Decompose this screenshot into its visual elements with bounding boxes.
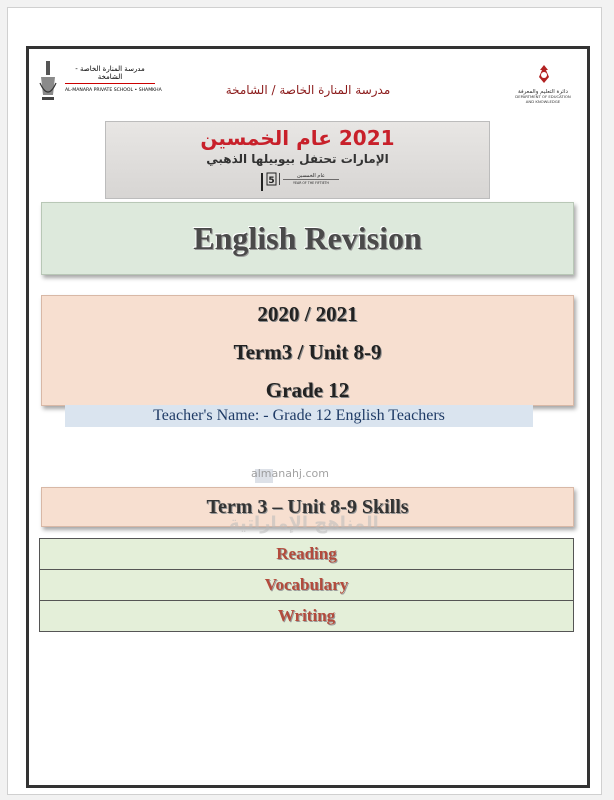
adek-label-en-2: AND KNOWLEDGE	[525, 98, 561, 104]
skill-reading: Reading	[40, 539, 574, 570]
adek-label-ar: دائرة التعليم والمعرفة	[518, 89, 568, 95]
school-title-ar: مدرسة المنارة الخاصة / الشامخة	[225, 83, 391, 97]
skills-table	[39, 538, 574, 632]
year-of-fiftieth-logo	[261, 169, 341, 193]
title-box	[41, 202, 574, 275]
yof-logo-ar: عام الخمسين	[297, 173, 325, 179]
adek-label	[503, 89, 583, 104]
skill-vocabulary: Vocabulary	[40, 570, 574, 601]
table-row	[40, 601, 574, 632]
banner-title: 2021 عام الخمسين	[200, 126, 395, 150]
banner-subtitle: الإمارات تحتفل بيوبيلها الذهبي	[206, 152, 389, 166]
document-page	[7, 7, 602, 795]
falcon-emblem-icon	[533, 63, 555, 85]
yof-logo-en: YEAR OF THE FIFTIETH	[293, 181, 329, 185]
info-box	[41, 295, 574, 406]
teacher-name-line: Teacher's Name: - Grade 12 English Teachers	[65, 405, 533, 427]
skills-heading: Term 3 – Unit 8-9 Skills	[206, 495, 409, 518]
watermark-site: almanahj.com	[251, 467, 329, 480]
document-title: English Revision	[193, 220, 422, 256]
watermark-ar: المناهج الإماراتية	[229, 513, 379, 534]
term-unit: Term3 / Unit 8-9	[233, 340, 382, 364]
year-of-fiftieth-banner	[105, 121, 490, 199]
table-row	[40, 539, 574, 570]
adek-label-en-1: DEPARTMENT OF EDUCATION	[515, 94, 571, 99]
grade-level: Grade 12	[265, 378, 350, 402]
skill-writing: Writing	[40, 601, 574, 632]
page-border-frame	[26, 46, 590, 788]
school-name-en: AL-MANARA PRIVATE SCHOOL • SHAMKHA	[65, 88, 162, 93]
school-name-ar: مدرسة المنارة الخاصة - الشامخة	[75, 65, 145, 81]
yof-logo-number: 5	[268, 176, 275, 186]
table-row	[40, 570, 574, 601]
academic-year: 2020 / 2021	[257, 302, 358, 326]
